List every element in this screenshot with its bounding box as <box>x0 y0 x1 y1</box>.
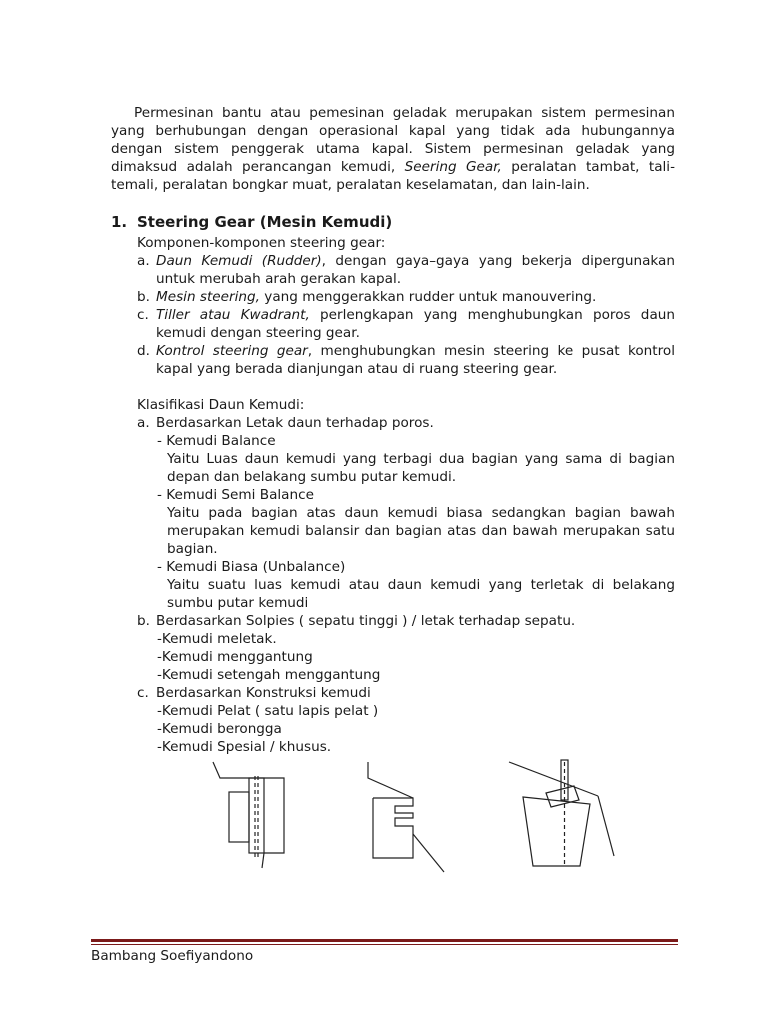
class-c-item: -Kemudi Pelat ( satu lapis pelat ) <box>157 703 379 719</box>
component-text: , dengan gaya–gaya yang bekerja dipergunakan untuk merubah arah gerakan kapal. <box>156 253 675 287</box>
list-marker: c. <box>137 685 149 701</box>
class-c-label <box>137 684 675 702</box>
component-item <box>137 288 675 306</box>
list-marker: b. <box>137 613 150 629</box>
class-c-item: -Kemudi berongga <box>157 721 282 737</box>
list-marker: d. <box>137 343 150 359</box>
list-marker: b. <box>137 289 150 305</box>
class-a-item-desc: Yaitu Luas daun kemudi yang terbagi dua bagian yang sama di bagian depan dan belakang sumbu putar kemudi. <box>167 451 675 485</box>
components-intro: Komponen-komponen steering gear: <box>137 235 386 251</box>
class-b-label <box>137 612 675 630</box>
list-marker: c. <box>137 307 149 323</box>
section-title: Steering Gear (Mesin Kemudi) <box>137 213 393 231</box>
intro-text-italic: Seering Gear, <box>404 159 502 175</box>
component-term: Tiller atau Kwadrant, <box>156 307 310 323</box>
classification-title: Klasifikasi Daun Kemudi: <box>137 397 305 413</box>
class-b-text: Berdasarkan Solpies ( sepatu tinggi ) / letak terhadap sepatu. <box>156 613 576 629</box>
class-a-label <box>137 414 675 432</box>
rudder-figure-balance <box>213 762 284 868</box>
component-term: Kontrol steering gear <box>156 343 308 359</box>
class-a-item-name: - Kemudi Semi Balance <box>157 487 314 503</box>
list-marker: a. <box>137 253 150 269</box>
rudder-figure-unbalance <box>509 760 614 866</box>
section-number: 1. <box>111 213 128 231</box>
footer-rule-thick <box>91 939 678 942</box>
component-text: yang menggerakkan rudder untuk manouvering. <box>259 289 597 305</box>
intro-paragraph <box>111 104 675 194</box>
class-a-item-desc: Yaitu suatu luas kemudi atau daun kemudi yang terletak di belakang sumbu putar kemudi <box>167 577 675 611</box>
component-item <box>137 252 675 288</box>
component-term: Daun Kemudi (Rudder) <box>156 253 322 269</box>
component-term: Mesin steering, <box>156 289 260 305</box>
footer-rule <box>91 939 678 947</box>
intro-text-c: peralatan tambat, tali-temali, peralatan bongkar muat, peralatan keselamatan, dan lain-lain. <box>111 159 675 193</box>
class-b-item: -Kemudi meletak. <box>157 631 277 647</box>
list-marker: a. <box>137 415 150 431</box>
class-b-item: -Kemudi menggantung <box>157 649 313 665</box>
content-area <box>111 104 675 756</box>
class-a-item-name: - Kemudi Balance <box>157 433 276 449</box>
component-text: , menghubungkan mesin steering ke pusat kontrol kapal yang berada dianjungan atau di ruang steering gear. <box>156 343 675 377</box>
section-heading <box>111 213 675 232</box>
component-item <box>137 342 675 378</box>
class-c-item: -Kemudi Spesial / khusus. <box>157 739 332 755</box>
section-body <box>137 234 675 756</box>
class-a-item-desc: Yaitu pada bagian atas daun kemudi biasa sedangkan bagian bawah merupakan kemudi balansir dan bagian atas dan bawah merupakan satu bagian. <box>167 505 675 557</box>
class-b-item: -Kemudi setengah menggantung <box>157 667 381 683</box>
footer-author: Bambang Soefiyandono <box>91 948 254 964</box>
class-c-text: Berdasarkan Konstruksi kemudi <box>156 685 371 701</box>
spacer <box>137 378 675 396</box>
intro-text-a: Permesinan bantu atau pemesinan geladak merupakan sistem permesinan yang berhubungan dengan operasional kapal yang tidak ada hubungannya dengan sistem penggerak utama kapal. Sistem permesinan geladak yang dimaksud adalah perancangan kemudi, <box>111 105 675 175</box>
class-a-item-name: - Kemudi Biasa (Unbalance) <box>157 559 346 575</box>
class-a-text: Berdasarkan Letak daun terhadap poros. <box>156 415 434 431</box>
component-item <box>137 306 675 342</box>
component-text: perlengkapan yang menghubungkan poros daun kemudi dengan steering gear. <box>156 307 676 341</box>
rudder-figure-semi-balance <box>368 762 444 872</box>
footer-rule-thin <box>91 944 678 945</box>
